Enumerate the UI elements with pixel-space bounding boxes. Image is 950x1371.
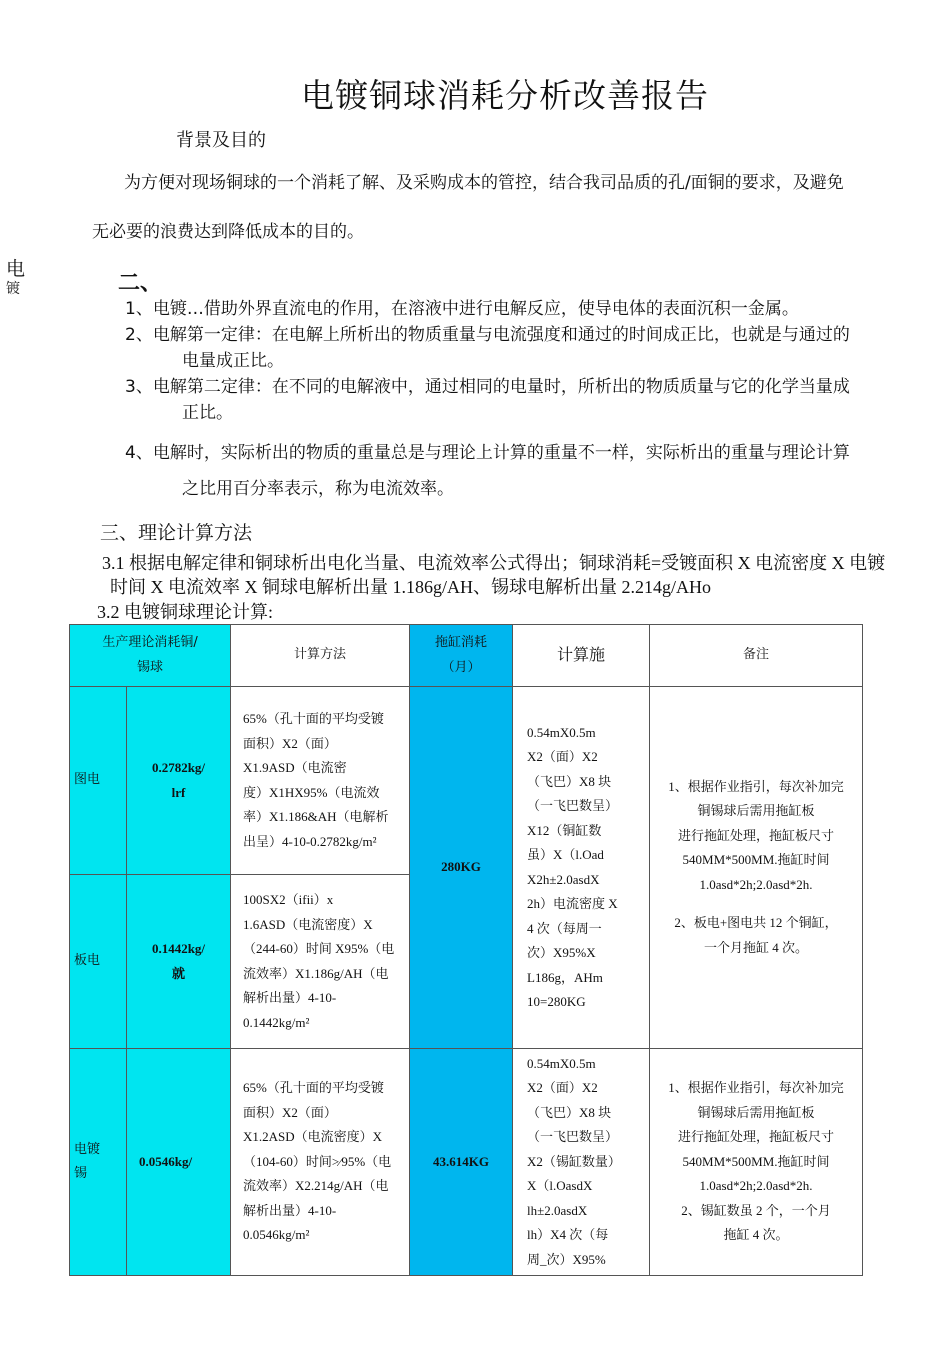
table-header-row [70, 625, 863, 687]
header-notes: 备注 [650, 625, 863, 687]
section-3-heading: 三、理论计算方法 [100, 522, 253, 544]
row-value-panel-plating: 0.1442kg/ 就 [127, 875, 231, 1049]
header-consumption: 生产理论消耗铜/ 锡球 [70, 625, 231, 687]
header-drag-consumption: 拖缸消耗 （月） [410, 625, 513, 687]
tin-drag-total: 43.614KG [410, 1049, 513, 1276]
row-method-pattern-plating: 65%（孔十面的平均受镀 面积）X2（面） X1.9ASD（电流密 度）X1HX95%（电流效 率）X1.186&AH（电解析 出呈）4-10-0.2782kg/m² [231, 687, 410, 875]
table-row [70, 687, 863, 875]
formula-line-1: 3.1 根据电解定律和铜球析出电化当量、电流效率公式得出；铜球消耗=受镀面积 X 电流密度 X 电镀 [102, 553, 886, 573]
table-row [70, 1049, 863, 1276]
intro-line-1: 为方便对现场铜球的一个消耗了解、及采购成本的管控，结合我司品质的孔/面铜的要求，及避免 [124, 173, 844, 193]
row-name-pattern-plating: 图电 [70, 687, 127, 875]
tin-note-2: 2、锡缸数虽 2 个，一个月 拖缸 4 次。 [681, 1202, 831, 1243]
intro-line-2: 无必要的浪费达到降低成本的目的。 [92, 222, 364, 242]
row-name-tin-plating: 电镀 锡 [70, 1049, 127, 1276]
definition-item-4: 4、电解时，实际析出的物质的重量总是与理论上计算的重量不一样，实际析出的重量与理论计算 [125, 443, 850, 463]
header-method: 计算方法 [231, 625, 410, 687]
copper-drag-calc: 0.54mX0.5m X2（面）X2 （飞巴）X8 块 （一飞巴数呈） X12（铜缸数 虽）X（l.Oad X2h±2.0asdX 2h）电流密度 X 4 次（每周一 次）X95%X L186g，AHm 10=280KG [513, 687, 650, 1049]
row-value-tin-plating: 0.0546kg/ [127, 1049, 231, 1276]
tin-drag-calc: 0.54mX0.5m X2（面）X2 （飞巴）X8 块 （一飞巴数呈） X2（锡缸数量） X（l.OasdX lh±2.0asdX lh）X4 次（每 周_次）X95% [513, 1049, 650, 1276]
definition-item-1: 1、电镀…借助外界直流电的作用，在溶液中进行电解反应，使导电体的表面沉积一金属。 [125, 299, 799, 319]
copper-notes [650, 687, 863, 1049]
header-calc: 计算施 [513, 625, 650, 687]
definition-item-2-cont: 电量成正比。 [182, 351, 284, 371]
copper-note-1: 1、根据作业指引，每次补加完 铜锡球后需用拖缸板 进行拖缸处理，拖缸板尺寸 540MM*500MM.拖缸时间 1.0asd*2h;2.0asd*2h. [668, 778, 844, 892]
definition-item-4-cont: 之比用百分率表示，称为电流效率。 [182, 479, 454, 499]
side-label-top: 电 [6, 258, 26, 280]
calculation-table [69, 624, 863, 1276]
tin-note-1: 1、根据作业指引，每次补加完 铜锡球后需用拖缸板 进行拖缸处理，拖缸板尺寸 540MM*500MM.拖缸时间 1.0asd*2h;2.0asd*2h. [668, 1080, 844, 1194]
report-title: 电镀铜球消耗分析改善报告 [301, 76, 709, 115]
copper-note-2: 2、板电+图电共 12 个铜缸， 一个月拖缸 4 次。 [674, 915, 838, 955]
row-value-pattern-plating: 0.2782kg/ lrf [127, 687, 231, 875]
background-heading: 背景及目的 [176, 130, 266, 151]
side-label-bottom: 镀 [6, 281, 20, 297]
definition-item-3-cont: 正比。 [182, 403, 233, 423]
section-2-heading: 二、 [118, 271, 163, 296]
formula-line-2: 时间 X 电流效率 X 铜球电解析出量 1.186g/AH、锡球电解析出量 2.214g/AHo [110, 577, 711, 597]
row-method-panel-plating: 100SX2（ifii）x 1.6ASD（电流密度）X （244-60）时间 X95%（电 流效率）X1.186g/AH（电 解析出量）4-10- 0.1442kg/m² [231, 875, 410, 1049]
definition-item-3: 3、电解第二定律：在不同的电解液中，通过相同的电量时，所析出的物质质量与它的化学当量成 [125, 377, 850, 397]
definition-item-2: 2、电解第一定律：在电解上所析出的物质重量与电流强度和通过的时间成正比，也就是与通过的 [125, 325, 850, 345]
row-method-tin-plating: 65%（孔十面的平均受镀 面积）X2（面） X1.2ASD（电流密度）X （104-60）时间>⁄95%（电 流效率）X2.214g/AH（电 解析出量）4-10- 0.0546kg/m² [231, 1049, 410, 1276]
copper-drag-total: 280KG [410, 687, 513, 1049]
subsection-3-2: 3.2 电镀铜球理论计算: [97, 602, 274, 622]
row-name-panel-plating: 板电 [70, 875, 127, 1049]
tin-notes [650, 1049, 863, 1276]
